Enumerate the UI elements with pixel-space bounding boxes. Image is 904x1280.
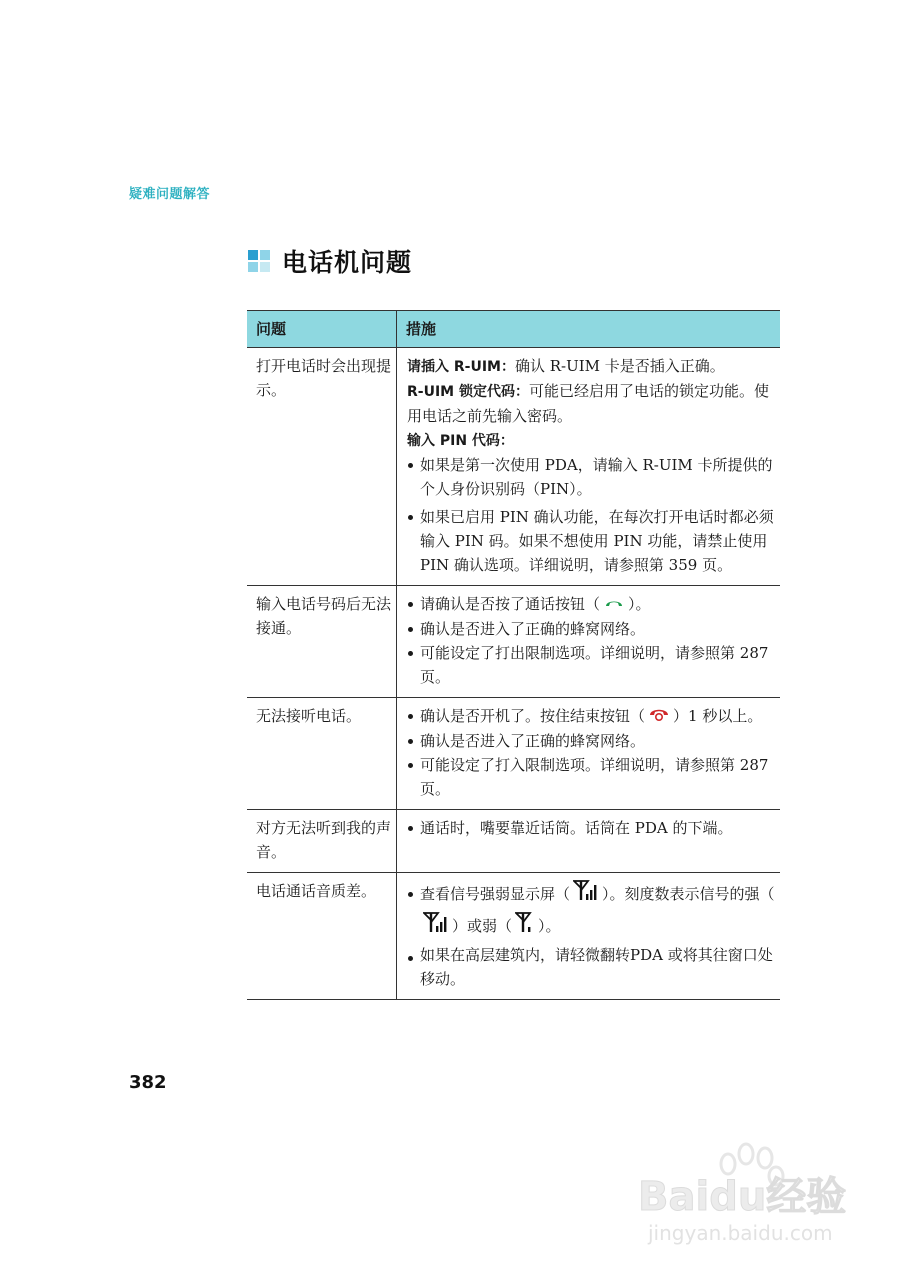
list-item: 如果在高层建筑内，请轻微翻转PDA 或将其往窗口处移动。 xyxy=(407,943,778,991)
solution-cell xyxy=(397,810,781,873)
solution-text: 确认 R-UIM 卡是否插入正确。 xyxy=(514,357,725,375)
bullet-list xyxy=(407,704,778,801)
solution-label: 输入 PIN 代码： xyxy=(407,433,514,449)
signal-strong-icon xyxy=(573,879,599,911)
table-row xyxy=(247,348,780,586)
watermark-url: jingyan.baidu.com xyxy=(648,1221,833,1245)
title-block xyxy=(248,243,412,279)
solution-cell xyxy=(397,348,781,586)
table-header-row xyxy=(247,311,780,348)
list-item-text: ）或弱（ xyxy=(452,917,513,935)
solution-text: 可能已经启用了电话的锁定功能。使用电话之前先输入密码。 xyxy=(407,382,769,425)
table-row xyxy=(247,873,780,1000)
list-item: 确认是否进入了正确的蜂窝网络。 xyxy=(407,617,778,641)
bullet-list xyxy=(407,592,778,689)
solution-cell xyxy=(397,873,781,1000)
list-item: 通话时，嘴要靠近话筒。话筒在 PDA 的下端。 xyxy=(407,816,778,840)
list-item-text: ）。 xyxy=(538,917,561,935)
bullet-list xyxy=(407,879,778,991)
page-number: 382 xyxy=(129,1072,167,1093)
list-item: 可能设定了打出限制选项。详细说明，请参照第 287 页。 xyxy=(407,641,778,689)
solution-paragraph xyxy=(407,379,778,428)
troubleshooting-table xyxy=(247,310,780,1000)
list-item xyxy=(407,592,778,617)
list-item-text: 查看信号强弱显示屏（ xyxy=(420,885,571,903)
watermark-brand: Baidu经验 xyxy=(638,1174,847,1220)
page-title: 电话机问题 xyxy=(282,248,413,277)
solution-paragraph xyxy=(407,354,778,379)
problem-cell: 输入电话号码后无法接通。 xyxy=(247,586,397,698)
list-item-text: ）。刻度数表示信号的强（ xyxy=(602,885,775,903)
solution-cell xyxy=(397,698,781,810)
bullet-list xyxy=(407,816,778,840)
section-header: 疑难问题解答 xyxy=(129,187,211,202)
solution-cell xyxy=(397,586,781,698)
baidu-jingyan-watermark xyxy=(628,1140,868,1250)
list-item-text: 确认是否开机了。按住结束按钮（ xyxy=(420,707,646,725)
list-item-text: ）1 秒以上。 xyxy=(673,707,763,725)
list-item: 如果已启用 PIN 确认功能，在每次打开电话时都必须输入 PIN 码。如果不想使用 PIN 功能，请禁止使用 PIN 确认选项。详细说明，请参照第 359 页。 xyxy=(407,505,778,577)
list-item-text: ）。 xyxy=(628,595,651,613)
list-item xyxy=(407,879,778,943)
problem-cell: 打开电话时会出现提示。 xyxy=(247,348,397,586)
solution-paragraph xyxy=(407,428,778,453)
problem-cell: 对方无法听到我的声音。 xyxy=(247,810,397,873)
list-item xyxy=(407,704,778,729)
table-row xyxy=(247,810,780,873)
bullet-list xyxy=(407,453,778,577)
problem-cell: 无法接听电话。 xyxy=(247,698,397,810)
list-item: 可能设定了打入限制选项。详细说明，请参照第 287 页。 xyxy=(407,753,778,801)
signal-weak-icon xyxy=(515,911,535,943)
column-header-solution: 措施 xyxy=(397,311,781,348)
table-row xyxy=(247,698,780,810)
table-row xyxy=(247,586,780,698)
call-button-icon xyxy=(603,593,625,617)
list-item: 确认是否进入了正确的蜂窝网络。 xyxy=(407,729,778,753)
solution-label: R-UIM 锁定代码： xyxy=(407,384,529,400)
problem-cell: 电话通话音质差。 xyxy=(247,873,397,1000)
column-header-problem: 问题 xyxy=(247,311,397,348)
list-item: 如果是第一次使用 PDA，请输入 R-UIM 卡所提供的个人身份识别码（PIN）。 xyxy=(407,453,778,501)
end-call-button-icon xyxy=(648,705,670,729)
list-item-text: 请确认是否按了通话按钮（ xyxy=(420,595,601,613)
solution-label: 请插入 R-UIM： xyxy=(407,359,515,375)
title-squares-icon xyxy=(248,250,270,272)
signal-strong-icon xyxy=(423,911,449,943)
